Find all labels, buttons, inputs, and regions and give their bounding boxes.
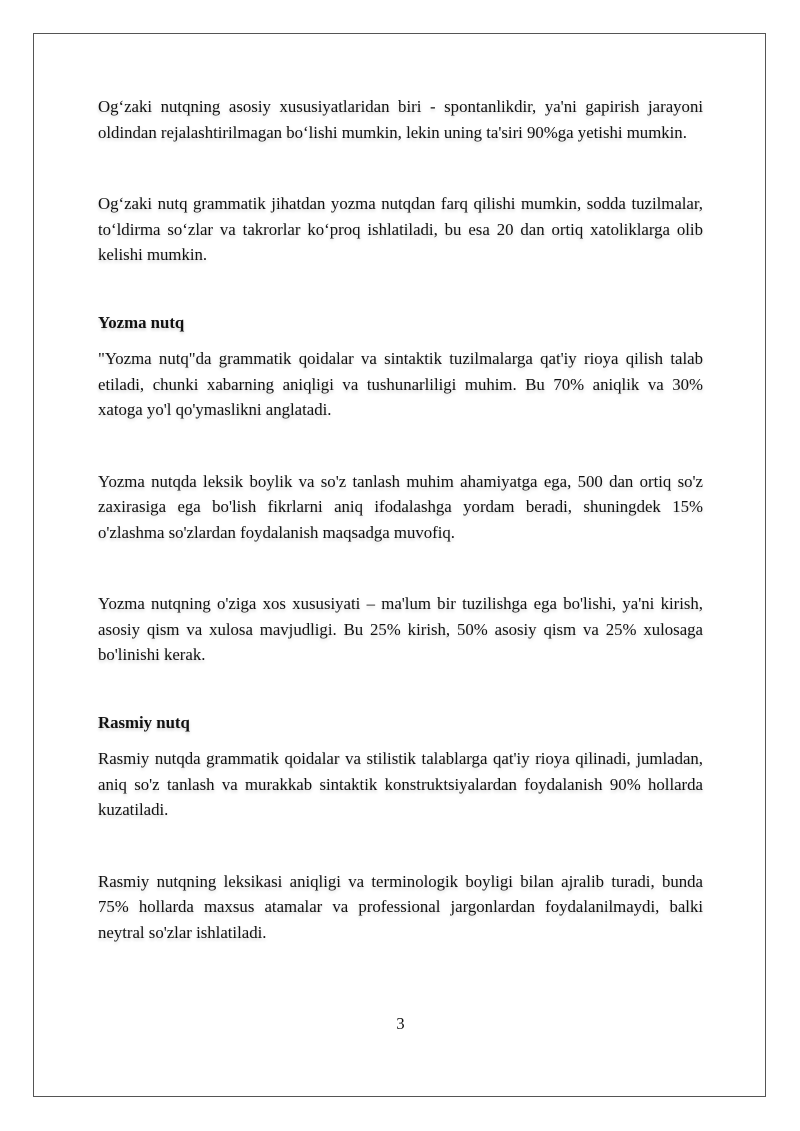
- paragraph-oral-grammar: Og‘zaki nutq grammatik jihatdan yozma nutqdan farq qilishi mumkin, sodda tuzilmalar, to‘ldirma so‘zlar va takrorlar ko‘proq ishlatiladi, bu esa 20 dan ortiq xatoliklarga olib kelishi mumkin.: [98, 194, 703, 264]
- heading-written-speech: Yozma nutq: [98, 312, 185, 332]
- paragraph-formal-lexicon: Rasmiy nutqning leksikasi aniqligi va terminologik boyligi bilan ajralib turadi, bunda 75% hollarda maxsus atamalar va professional jargonlardan foydalanilmaydi, balki neytral so'zlar ishlatiladi.: [98, 871, 703, 942]
- heading-formal-speech: Rasmiy nutq: [98, 712, 190, 732]
- paragraph-formal-rules: Rasmiy nutqda grammatik qoidalar va stilistik talablarga qat'iy rioya qilinadi, jumladan, aniq so'z tanlash va murakkab sintaktik konstruktsiyalardan foydalanish 90% hollarda kuzatiladi.: [98, 749, 703, 819]
- document-page: [33, 33, 766, 1097]
- page-content: [98, 94, 703, 945]
- paragraph-oral-spontaneity: Og‘zaki nutqning asosiy xususiyatlaridan biri - spontanlikdir, ya'ni gapirish jarayoni oldindan rejalashtirilmagan bo‘lishi mumkin, lekin uning ta'siri 90%ga yetishi mumkin.: [98, 97, 703, 142]
- paragraph-written-structure: Yozma nutqning o'ziga xos xususiyati – ma'lum bir tuzilishga ega bo'lishi, ya'ni kirish, asosiy qism va xulosa mavjudligi. Bu 25% kirish, 50% asosiy qism va 25% xulosaga bo'linishi kerak.: [98, 594, 703, 664]
- paragraph-written-lexicon: Yozma nutqda leksik boylik va so'z tanlash muhim ahamiyatga ega, 500 dan ortiq so'z zaxirasiga ega bo'lish fikrlarni aniq ifodalashga yordam beradi, shuningdek 15% o'zlashma so'zlardan foydalanish maqsadga muvofiq.: [98, 471, 703, 542]
- paragraph-written-rules: "Yozma nutq"da grammatik qoidalar va sintaktik tuzilmalarga qat'iy rioya qilish talab etiladi, chunki xabarning aniqligi va tushunarliligi muhim. Bu 70% aniqlik va 30% xatoga yo'l qo'ymaslikni anglatadi.: [98, 349, 703, 419]
- page-number: 3: [396, 1014, 405, 1033]
